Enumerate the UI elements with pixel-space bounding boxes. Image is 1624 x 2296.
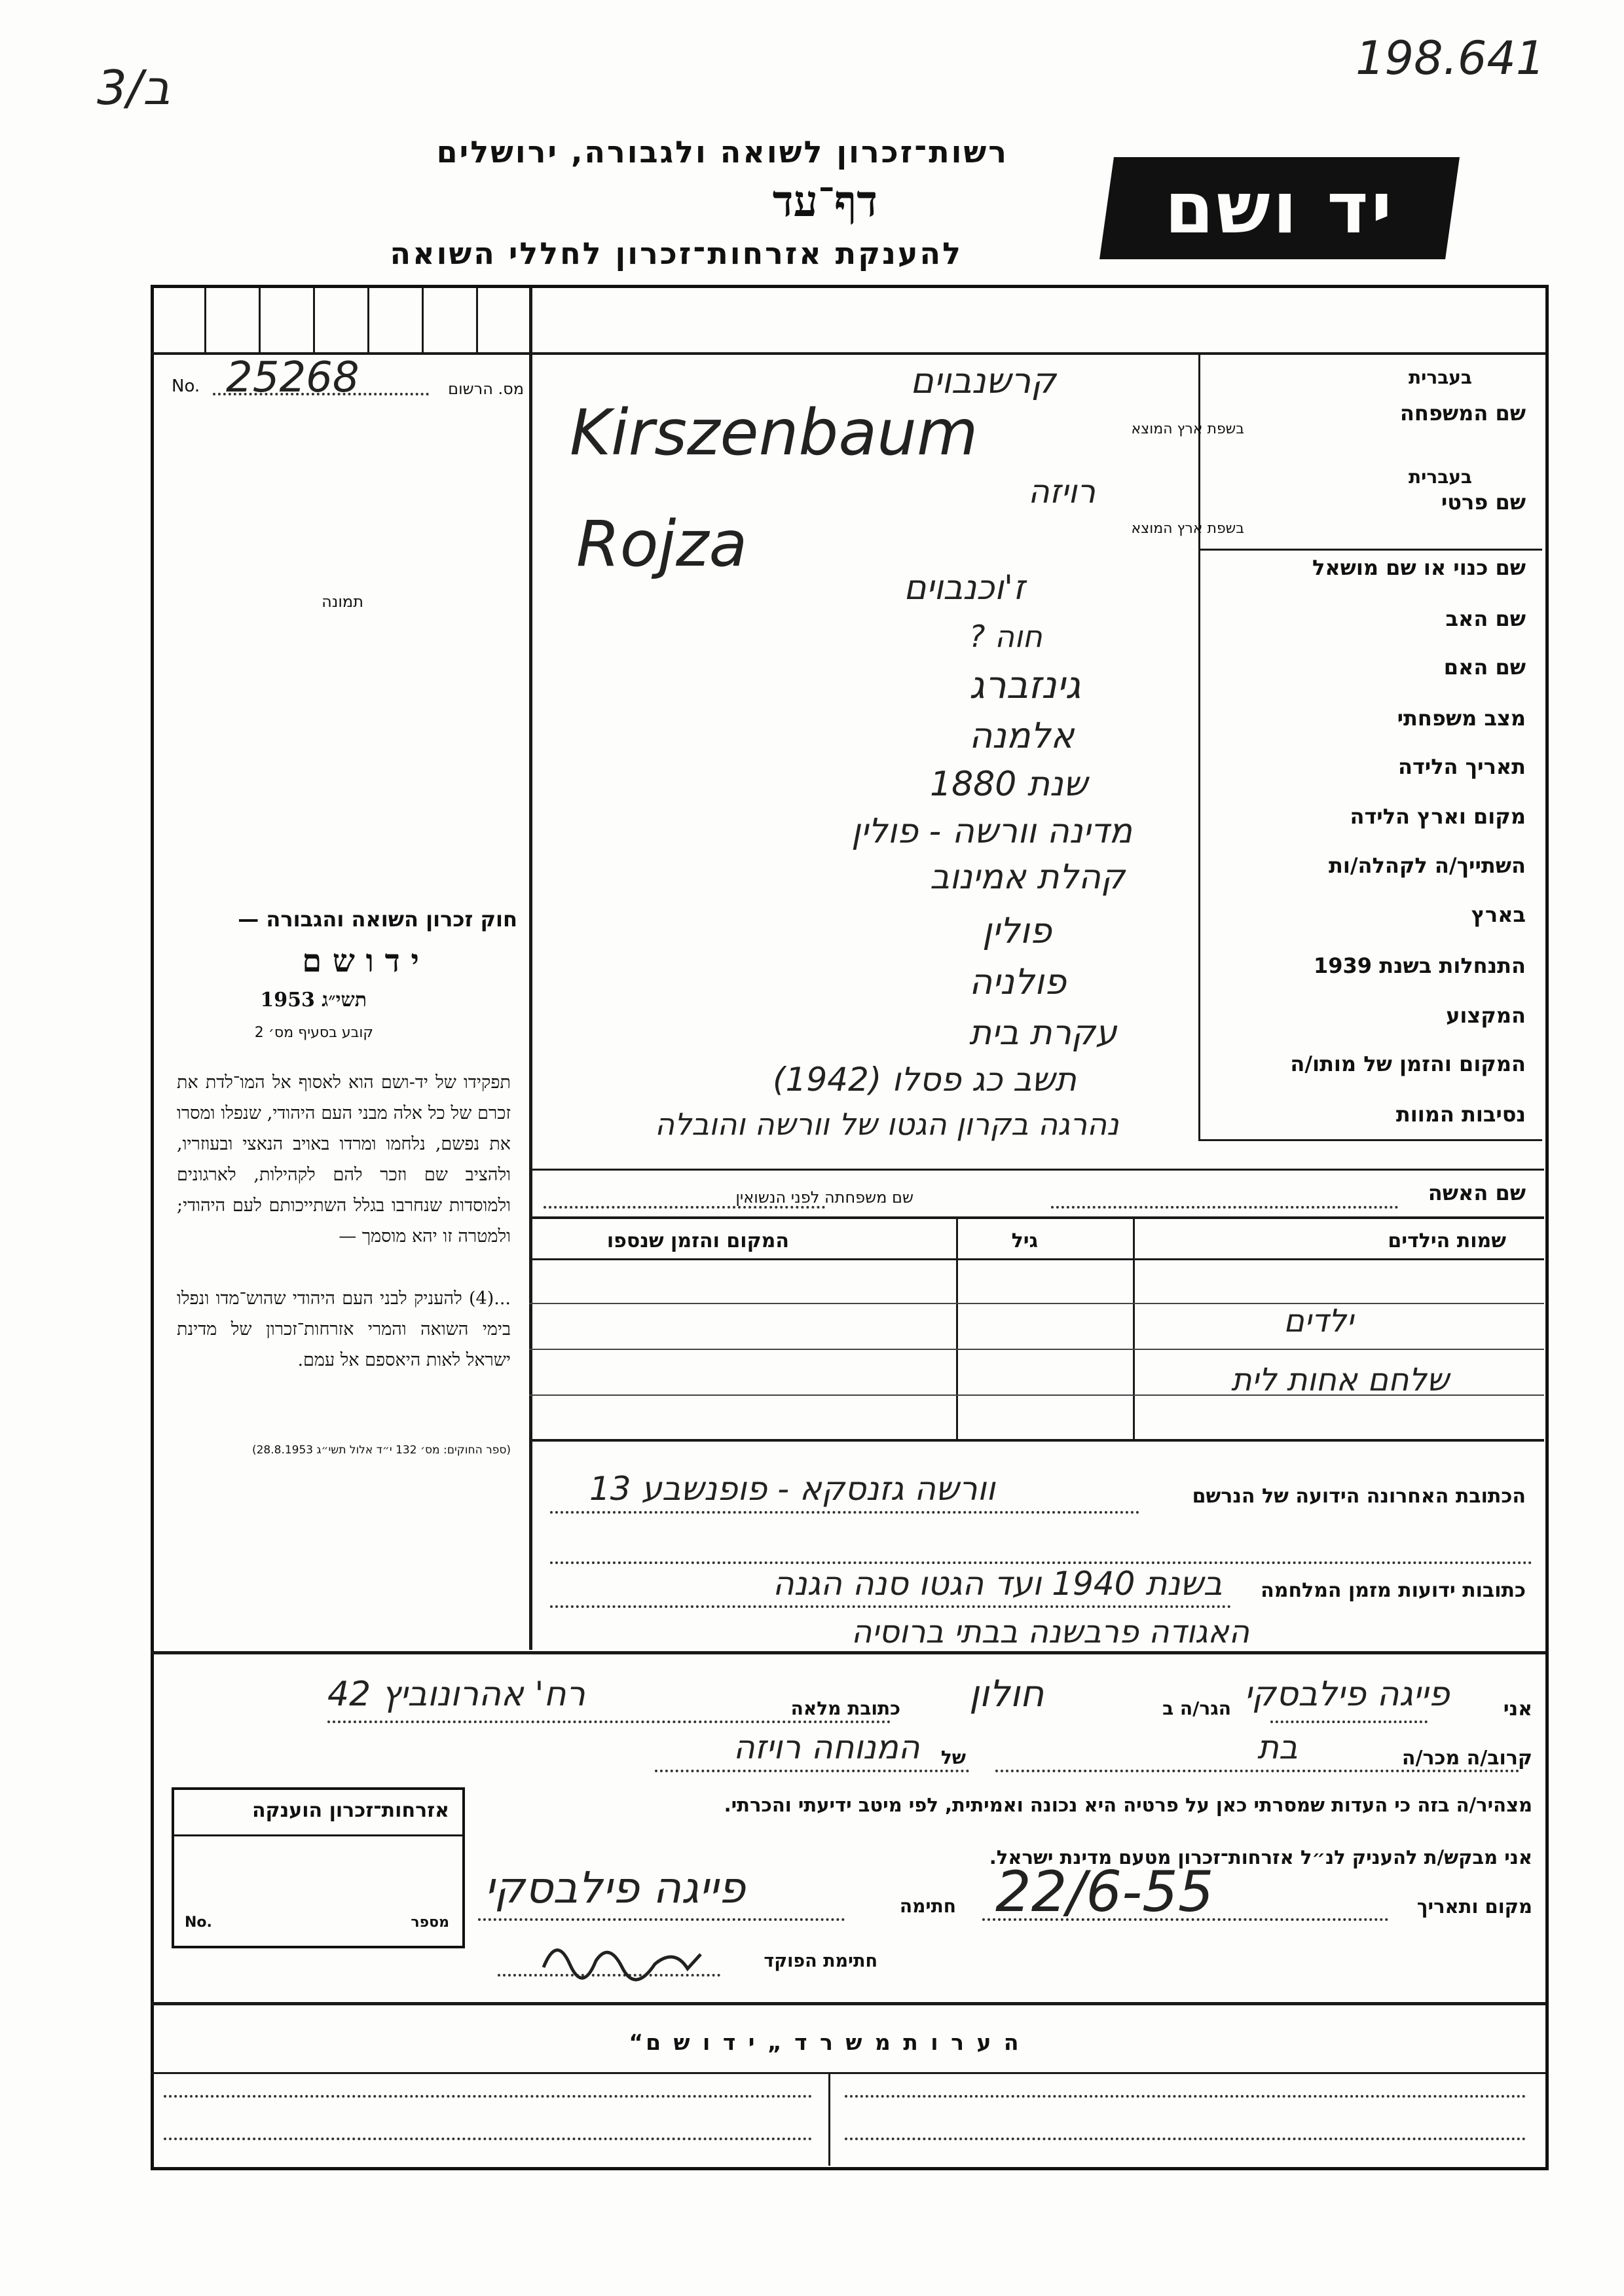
of-value: המנוחה רויזה — [733, 1728, 920, 1766]
children-col-place: המקום והזמן שנספו — [606, 1230, 789, 1252]
father-value: ז'וכנבוים — [904, 568, 1025, 608]
marital-value: גינזברג — [969, 663, 1081, 707]
yad-vashem-logo — [1099, 157, 1460, 259]
surname-origin-value: Kirszenbaum — [570, 396, 978, 469]
birth-date-label: תאריך הלידה — [1397, 754, 1526, 779]
surname-hebrew-value: קרשנבוים — [910, 360, 1056, 401]
residence-value: פולין — [982, 910, 1052, 951]
residing-label: הגר/ה ב — [1162, 1698, 1231, 1719]
spouse-maiden-label: שם משפחתה לפני הנשואין — [735, 1188, 913, 1207]
grant-number-label: מספר — [411, 1914, 449, 1931]
residing-value: חולון — [969, 1673, 1044, 1715]
clerk-sig-label: חתימת הפוקד — [764, 1951, 877, 1971]
place-date-label: מקום ותאריך — [1416, 1895, 1532, 1918]
death-place-value: עקרת בית — [969, 1013, 1117, 1053]
country-value: קהלת אמינוב — [930, 858, 1125, 897]
father-label: שם האב — [1445, 606, 1526, 631]
last-address-label: הכתובת האחרונה הידועה של הנרשם — [1192, 1485, 1526, 1508]
child-entry-2: שלחם אחות לית — [1231, 1362, 1449, 1398]
relative-label: קרוב/ה מכר/ה — [1401, 1747, 1532, 1770]
authority-name: רשות־זכרון לשואה ולגבורה, ירושלים — [436, 134, 1008, 170]
first-name-origin-value: Rojza — [576, 507, 748, 581]
grant-no-label: No. — [185, 1914, 212, 1931]
relative-value: בת — [1257, 1728, 1298, 1766]
children-col-age: גיל — [1011, 1230, 1038, 1252]
death-place-label: המקום והזמן של מותו/ה — [1290, 1051, 1526, 1076]
no-label: No. — [172, 376, 200, 396]
profession-label: המקצוע — [1446, 1003, 1526, 1028]
first-name-hebrew-value: רויזה — [1028, 473, 1096, 511]
statement-text: מצהיר/ה בזה כי העדות שמסרתי כאן על פרטיה היא נכונה ואמיתית, לפי מיטב ידיעתי והכרתי. — [724, 1794, 1532, 1816]
first-name-hebrew-tag: בעברית — [1408, 466, 1472, 488]
grant-box-title: אזרחות־זכרון הוענקה — [251, 1799, 449, 1822]
first-name-label: שם פרטי — [1441, 490, 1526, 515]
birth-place-value: שנת 1880 — [930, 765, 1088, 804]
form-title: דף־עד — [772, 175, 877, 227]
last-address-value: וורשה גזנסקא - פופנשבע 13 — [589, 1470, 995, 1508]
declarant-i-label: אני — [1503, 1698, 1532, 1721]
date-value: 22/6-55 — [995, 1859, 1214, 1925]
full-address-label: כתובת מלאה — [790, 1698, 900, 1719]
birth-date-value: אלמנה — [969, 715, 1075, 756]
left-ref-mark: 3/ב — [97, 60, 170, 115]
signature-value: פייגה פילבסקי — [485, 1863, 746, 1913]
death-circ-label: נסיבות המוות — [1395, 1102, 1526, 1127]
law-year: תשי״ג 1953 — [260, 989, 367, 1011]
war-address-label: כתובות ידועות מזמן המלחמה — [1261, 1579, 1526, 1602]
reg-label: מס. הרשום — [448, 380, 524, 398]
law-title: חוק זכרון השואה והגבורה — — [238, 907, 517, 932]
profession-value: פולניה — [969, 961, 1067, 1002]
reg-number: 25268 — [226, 354, 360, 402]
birth-place-label: מקום וארץ הלידה — [1350, 804, 1526, 829]
grant-box — [172, 1787, 465, 1948]
nickname-label: שם כנוי או שם מושאל — [1312, 555, 1526, 580]
request-text: אני מבקש/ת להעניק לנ״ל אזרחות־זכרון מטעם מדינת ישראל. — [989, 1846, 1532, 1868]
law-footnote: (ספר החוקים: מס׳ 132 י״ד אלול תשי״ג 28.8.1953) — [251, 1444, 511, 1457]
death-time-value: תשב כג פסלו (1942) — [773, 1061, 1077, 1099]
community-value: מדינה וורשה - פולין — [851, 812, 1132, 851]
country-label: בארץ — [1471, 902, 1526, 927]
law-name: י ד ו ש ם — [302, 943, 419, 979]
law-subtitle: קובע בסעיף מס׳ 2 — [254, 1025, 373, 1041]
surname-origin-tag: בשפת ארץ המוצא — [1131, 421, 1244, 437]
surname-hebrew-tag: בעברית — [1408, 367, 1472, 388]
death-circ-value: נהרגה בקרון הגטו של וורשה והובלה — [655, 1106, 1119, 1142]
law-body: תפקידו של יד-ושם הוא לאסוף אל המו־לדת את זכרם של כל אלה מבני העם היהודי, שנפלו ומסרו את נפשם, נלחמו ומרדו באויב הנאצי ובעוזריו, ולהציב שם וזכר להם לקהילות, לארגונים ולמוסדות שנחרבו בגלל השתייכותם לעם היהודי; ולמטרה זו יהא מוסמך — — [177, 1072, 511, 1247]
form-subtitle: להענקת אזרחות־זכרון לחללי השואה — [390, 236, 963, 271]
war-address-value-2: האגודה פרבשנה בבתי ברוסיה — [851, 1614, 1249, 1650]
right-ref-mark: 198.641 — [1356, 31, 1545, 85]
first-name-origin-tag: בשפת ארץ המוצא — [1131, 520, 1244, 537]
mother-label: שם האם — [1443, 655, 1526, 680]
full-address-value: רח' אהרונוביץ 42 — [327, 1675, 585, 1714]
mother-value: חוה ? — [969, 619, 1043, 654]
of-label: של — [940, 1747, 966, 1768]
declarant-name-value: פייגה פילבסקי — [1244, 1675, 1450, 1714]
marital-label: מצב משפחתי — [1397, 706, 1526, 731]
office-notes-title: ה ע ר ו ת מ ש ר ד „ י ד ו ש ם“ — [629, 2030, 1022, 2055]
child-entry-1: ילדים — [1283, 1303, 1354, 1339]
logo-text: יד ושם — [1164, 167, 1395, 249]
surname-label: שם המשפחה — [1399, 401, 1526, 426]
children-col-names: שמות הילדים — [1388, 1230, 1506, 1252]
spouse-label: שם האשה — [1428, 1180, 1526, 1205]
signature-label: חתימה — [899, 1895, 956, 1917]
law-clause: ...(4) להעניק לבני העם היהודי שהוש־מדו ונפלו בימי השואה והמרי אזרחות־זכרון של מדינת ישראל לאות היאספם אל עמם. — [177, 1288, 511, 1370]
community-label: השתייך/ה לקהלה/ות — [1328, 853, 1526, 878]
residence-label: התנחלות בשנת 1939 — [1313, 953, 1526, 978]
photo-label: תמונה — [322, 592, 363, 611]
war-address-value: בשנת 1940 ועד הגטו סנה הגנה — [773, 1565, 1223, 1603]
clerk-signature-scribble — [537, 1928, 707, 1987]
